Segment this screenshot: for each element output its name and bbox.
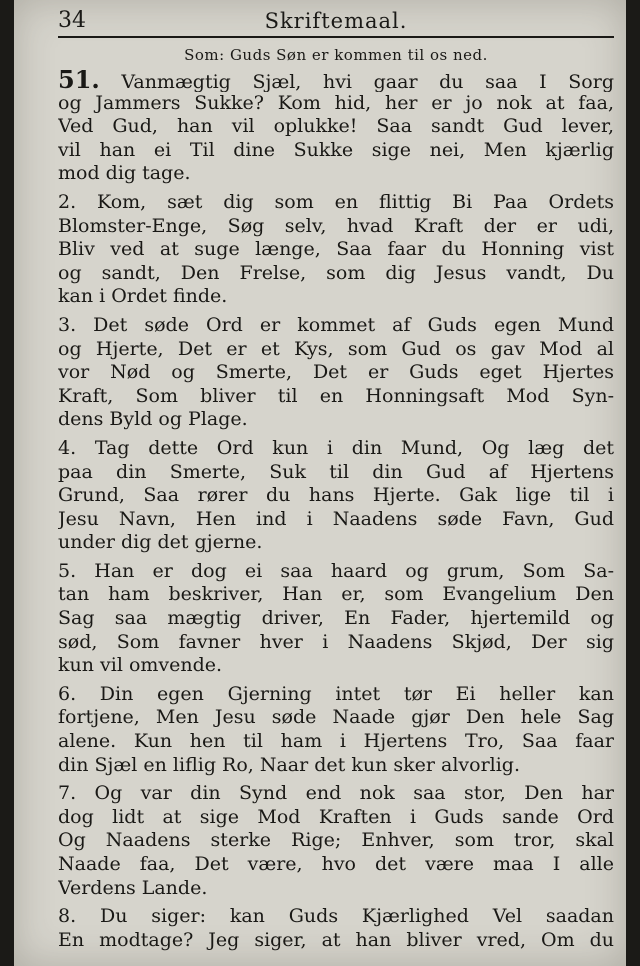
hymn-verse (58, 560, 614, 678)
verse-line-text: 6. Din egen Gjerning intet tør Ei heller kan (58, 682, 614, 705)
verse-line-text: vor Nød og Smerte, Det er Guds eget Hjertes (58, 361, 614, 384)
verse-line-text: mod dig tage. (58, 162, 191, 185)
verse-line-text: Sag saa mægtig driver, En Fader, hjertemild og (58, 607, 614, 630)
verse-line (58, 139, 614, 163)
page-number: 34 (58, 8, 86, 33)
verse-line-text: tan ham beskriver, Han er, som Evangelium Den (58, 583, 614, 606)
hymn-verse (58, 683, 614, 777)
verse-line-text: Vanmægtig Sjæl, hvi gaar du saa I Sorg (121, 71, 614, 92)
verse-line-text: paa din Smerte, Suk til din Gud af Hjertens (58, 460, 614, 483)
page-header (58, 6, 614, 38)
verse-line (58, 929, 614, 953)
verse-line-text: dog lidt at sige Mod Kraften i Guds sande Ord (58, 805, 614, 828)
verse-line (58, 238, 614, 262)
hymn-verse (58, 314, 614, 432)
verse-line (58, 531, 614, 555)
verse-line-text: Grund, Saa rører du hans Hjerte. Gak lige til i (58, 484, 614, 507)
verse-line (58, 631, 614, 655)
verse-line (58, 361, 614, 385)
verse-line-text: og Hjerte, Det er et Kys, som Gud os gav Mod al (58, 337, 614, 360)
verse-line-text: 4. Tag dette Ord kun i din Mund, Og læg det (58, 436, 614, 459)
hymn-verse (58, 68, 614, 186)
verse-line (58, 215, 614, 239)
hymn-verse (58, 782, 614, 900)
verse-line (58, 408, 614, 432)
verse-line (58, 285, 614, 309)
book-page (14, 0, 626, 966)
verse-line (58, 806, 614, 830)
hymn-verse (58, 437, 614, 555)
verse-line-text: din Sjæl en liflig Ro, Naar det kun sker alvorlig. (58, 753, 521, 776)
verse-line-text: 5. Han er dog ei saa haard og grum, Som Sa- (58, 559, 614, 582)
verse-line-text: vil han ei Til dine Sukke sige nei, Men kjærlig (58, 138, 614, 161)
verse-line (58, 754, 614, 778)
verse-line-text: kan i Ordet finde. (58, 285, 228, 308)
verse-line (58, 607, 614, 631)
verse-line-text: fortjene, Men Jesu søde Naade gjør Den hele Sag (58, 706, 614, 729)
hymn-verse (58, 905, 614, 952)
verse-line-text: Blomster-Enge, Søg selv, hvad Kraft der er udi, (58, 214, 614, 237)
verse-line (58, 262, 614, 286)
verse-line (58, 583, 614, 607)
running-title: Skriftemaal. (264, 9, 408, 33)
verse-line (58, 162, 614, 186)
verse-line-text: og Jammers Sukke? Kom hid, her er jo nok at faa, (58, 91, 614, 114)
verse-line-text: 3. Det søde Ord er kommet af Guds egen Mund (58, 313, 614, 336)
verse-line-text: kun vil omvende. (58, 654, 223, 677)
verse-line (58, 905, 614, 929)
verse-line-text: sød, Som favner hver i Naadens Skjød, Der sig (58, 630, 614, 653)
verse-line (58, 338, 614, 362)
verse-line-text: under dig det gjerne. (58, 531, 263, 554)
verse-line-text: alene. Kun hen til ham i Hjertens Tro, Saa faar (58, 730, 614, 753)
verse-line-text: Ved Gud, han vil oplukke! Saa sandt Gud lever, (58, 115, 614, 138)
verse-line (58, 191, 614, 215)
verse-line (58, 853, 614, 877)
melody-line: Som: Guds Søn er kommen til os ned. (184, 46, 488, 64)
verse-line (58, 461, 614, 485)
verse-line-text: Og Naadens sterke Rige; Enhver, som tror, skal (58, 829, 614, 852)
hymn-text (58, 68, 614, 952)
verse-line-text: Verdens Lande. (58, 876, 208, 899)
verse-line (58, 484, 614, 508)
verse-line-text: dens Byld og Plage. (58, 408, 248, 431)
verse-line-text: Jesu Navn, Hen ind i Naadens søde Favn, Gud (58, 507, 614, 530)
hymn-verse (58, 191, 614, 309)
verse-line (58, 829, 614, 853)
verse-line-text: En modtage? Jeg siger, at han bliver vred, Om du (58, 928, 614, 951)
verse-line-text: Bliv ved at suge længe, Saa faar du Honning vist (58, 238, 614, 261)
verse-line (58, 385, 614, 409)
verse-line-text: 7. Og var din Synd end nok saa stor, Den har (58, 782, 614, 805)
verse-line (58, 706, 614, 730)
verse-line (58, 115, 614, 139)
verse-line-text: og sandt, Den Frelse, som dig Jesus vandt, Du (58, 261, 614, 284)
verse-line-text: Kraft, Som bliver til en Honningsaft Mod Syn- (58, 384, 614, 407)
verse-line (58, 782, 614, 806)
verse-line (58, 314, 614, 338)
verse-line (58, 877, 614, 901)
verse-line (58, 92, 614, 116)
verse-line-text: 2. Kom, sæt dig som en flittig Bi Paa Ordets (58, 190, 614, 213)
verse-line-text: Naade faa, Det være, hvo det være maa I alle (58, 853, 614, 875)
verse-line (58, 560, 614, 584)
verse-line (58, 730, 614, 754)
verse-line (58, 508, 614, 532)
verse-line (58, 654, 614, 678)
verse-line (58, 68, 614, 92)
hymn-number: 51. (58, 68, 100, 92)
verse-line (58, 683, 614, 707)
verse-line-text: 8. Du siger: kan Guds Kjærlighed Vel saadan (58, 905, 614, 928)
verse-line (58, 437, 614, 461)
